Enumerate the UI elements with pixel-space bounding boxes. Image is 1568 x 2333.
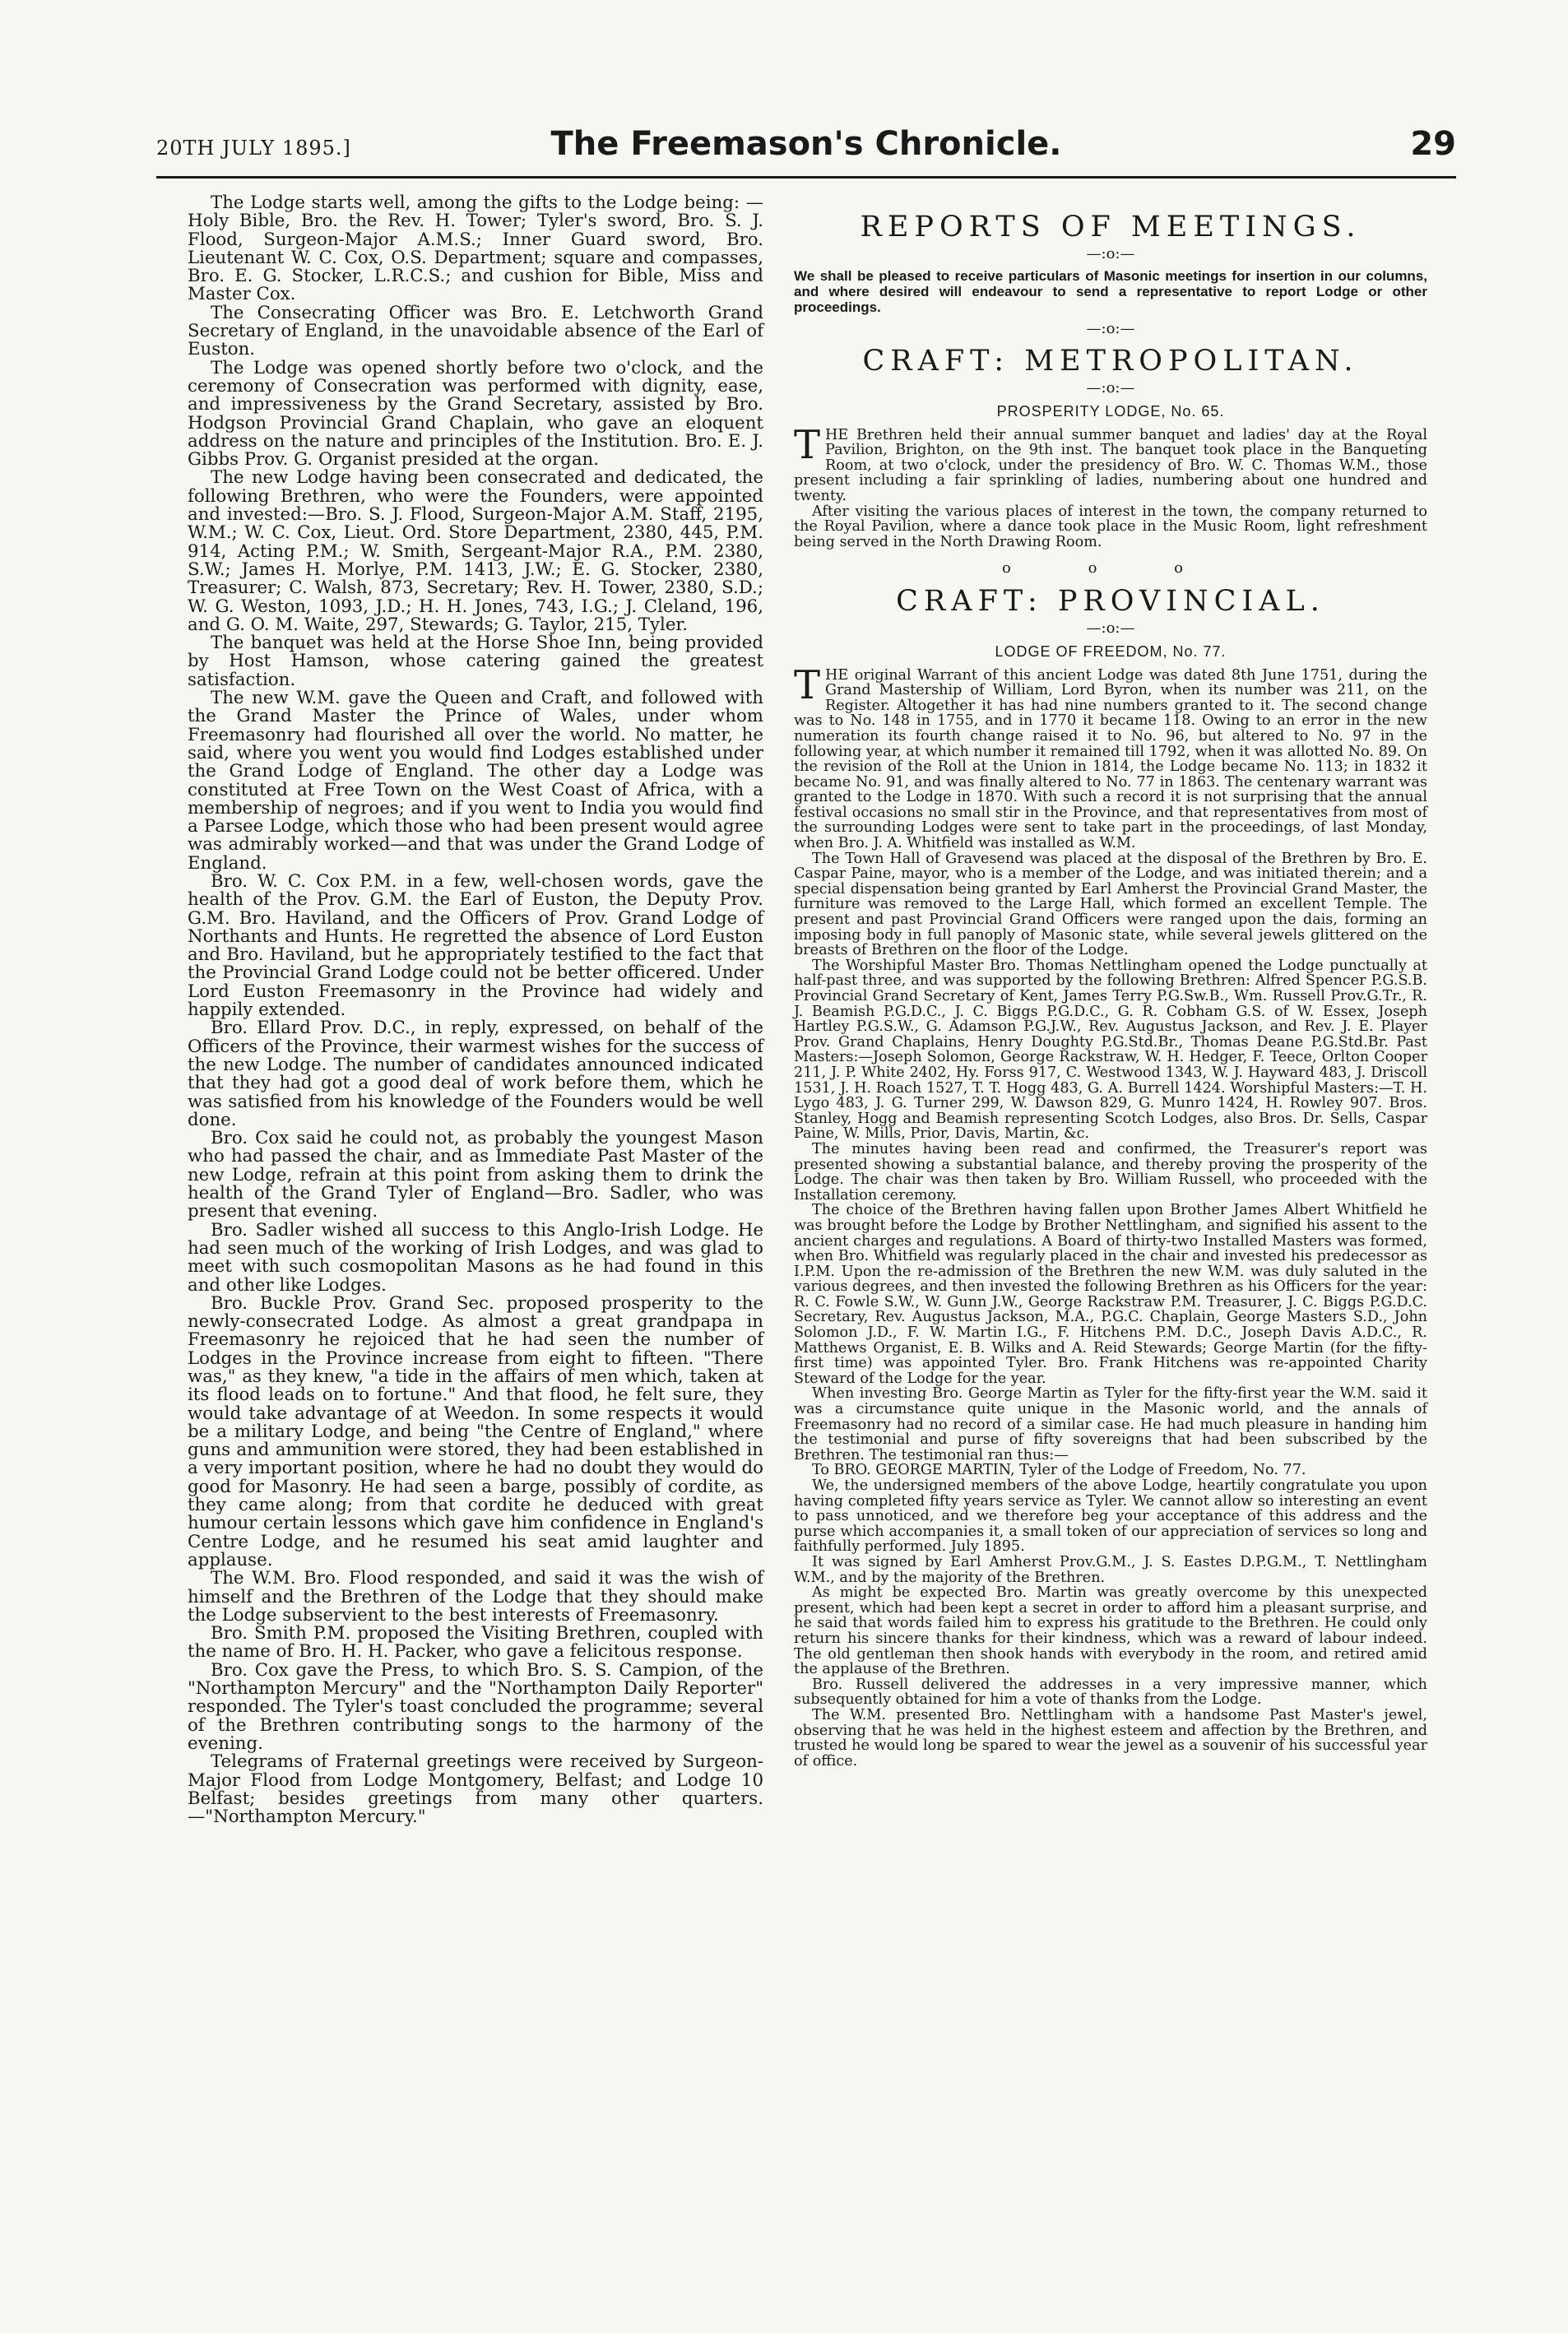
drop-cap: T	[794, 421, 821, 468]
left-paragraph: Bro. Sadler wished all success to this Anglo-Irish Lodge. He had seen much of the working of Irish Lodges, and was glad to meet with such cosmopolitan Masons as he had found in this and other like Lodges.	[188, 1219, 763, 1296]
left-paragraph: The new Lodge having been consecrated and dedicated, the following Brethren, who were the Founders, were appointed and invested:—Bro. S. J. Flood, Surgeon-Major A.M. Staff, 2195, W.M.; W. C. Cox, Lieut. Ord. Store Department, 2380, 445, P.M. 914, Acting P.M.; W. Smith, Sergeant-Major R.A., P.M. 2380, S.W.; James H. Morlye, P.M. 1413, J.W.; E. G. Stocker, 2380, Treasurer; C. Walsh, 873, Secretary; Rev. H. Tower, 2380, S.D.; W. G. Weston, 1093, J.D.; H. H. Jones, 743, I.G.; J. Cleland, 196, and G. O. M. Waite, 297, Stewards; G. Taylor, 215, Tyler.	[188, 467, 763, 635]
left-paragraph: The Lodge starts well, among the gifts to the Lodge being: —Holy Bible, Bro. the Rev. H. Tower; Tyler's sword, Bro. S. J. Flood, Surgeon-Major A.M.S.; Inner Guard sword, Bro. Lieutenant W. C. Cox, O.S. Department; square and compasses, Bro. E. G. Stocker, L.R.C.S.; and cushion for Bible, Miss and Master Cox.	[188, 192, 763, 305]
left-paragraph: Bro. Ellard Prov. D.C., in reply, expressed, on behalf of the Officers of the Province, their warmest wishes for the success of the new Lodge. The number of candidates announced indicated that they had got a good deal of work before them, which he was satisfied from his knowledge of the Founders would be well done.	[188, 1018, 763, 1130]
reports-heading: REPORTS OF MEETINGS.	[860, 211, 1362, 244]
left-paragraph: Bro. W. C. Cox P.M. in a few, well-chosen words, gave the health of the Prov. G.M. the Earl of Euston, the Deputy Prov. G.M. Bro. Haviland, and the Officers of Prov. Grand Lodge of Northants and Hunts. He regretted the absence of Lord Euston and Bro. Haviland, but he appropriately testified to the fact that the Provincial Grand Lodge could not be better officered. Under Lord Euston Freemasonry in the Province had widely and happily extended.	[188, 870, 763, 1021]
left-paragraph: The banquet was held at the Horse Shoe Inn, being provided by Host Hamson, whose catering gained the greatest satisfaction.	[188, 633, 763, 690]
freedom-paragraph: As might be expected Bro. Martin was greatly overcome by this unexpected present, which had been kept a secret in order to afford him a pleasant surprise, and he said that words failed him to express his gratitude to the Brethren. He could only return his sincere thanks for their kindness, which was a reward of labour indeed. The old gentleman then shook hands with everybody in the room, and retired amid the applause of the Brethren.	[794, 1584, 1427, 1678]
section-ornament: o o o	[1002, 559, 1219, 577]
right-column	[794, 206, 1427, 1769]
prosperity-paragraph: After visiting the various places of interest in the town, the company returned to the Royal Pavilion, where a dance took place in the Music Room, light refreshment being served in the North Drawing Room.	[794, 503, 1427, 550]
left-paragraph: Bro. Cox said he could not, as probably the youngest Mason who had passed the chair, and as Immediate Past Master of the new Lodge, refrain at this point from asking them to drink the health of the Grand Tyler of England—Bro. Sadler, who was present that evening.	[188, 1128, 763, 1222]
separator: —:o:—	[1086, 320, 1135, 337]
issue-date: 20TH JULY 1895.]	[156, 137, 351, 160]
left-column	[188, 194, 763, 1826]
page-number: 29	[1410, 125, 1456, 163]
editorial-notice: We shall be pleased to receive particulars of Masonic meetings for insertion in our columns, and where desired will endeavour to send a representative to report Lodge or other proceedings.	[794, 268, 1427, 315]
header-rule	[156, 176, 1456, 179]
freedom-paragraph: When investing Bro. George Martin as Tyler for the fifty-first year the W.M. said it was a circumstance quite unique in the Masonic world, and the annals of Freemasonry had no record of a similar case. He had much pleasure in handing him the testimonial and purse of fifty sovereigns that had been subscribed by the Brethren. The testimonial ran thus:—	[794, 1385, 1427, 1463]
masthead	[156, 115, 1456, 165]
freedom-paragraph: The minutes having been read and confirmed, the Treasurer's report was presented showing a substantial balance, and thereby proving the prosperity of the Lodge. The chair was then taken by Bro. William Russell, who proceeded with the Installation ceremony.	[794, 1140, 1427, 1204]
left-paragraph: Bro. Smith P.M. proposed the Visiting Brethren, coupled with the name of Bro. H. H. Packer, who gave a felicitous response.	[188, 1623, 763, 1663]
testimonial-text: We, the undersigned members of the above Lodge, heartily congratulate you upon having completed fifty years service as Tyler. We cannot allow so interesting an event to pass unnoticed, and we therefore beg your acceptance of this address and the purse which accompanies it, a small token of our appreciation of services so long and faithfully performed. July 1895.	[794, 1477, 1427, 1556]
freedom-paragraph: Bro. Russell delivered the addresses in a very impressive manner, which subsequently obtained for him a vote of thanks from the Lodge.	[794, 1676, 1427, 1709]
freedom-lodge-title: LODGE OF FREEDOM, No. 77.	[995, 642, 1227, 660]
left-paragraph: The Consecrating Officer was Bro. E. Letchworth Grand Secretary of England, in the unavoidable absence of the Earl of Euston.	[188, 302, 763, 360]
separator: —:o:—	[1086, 379, 1135, 397]
freedom-first-paragraph	[794, 661, 1427, 852]
freedom-paragraph: The Worshipful Master Bro. Thomas Nettlingham opened the Lodge punctually at half-past three, and was supported by the following Brethren: Alfred Spencer P.G.S.B. Provincial Grand Secretary of Kent, James Terry P.G.Sw.B., Wm. Russell Prov.G.Tr., R. J. Beamish P.G.D.C., J. C. Biggs P.G.D.C., G. R. Cobham G.S. of W. Essex, Joseph Hartley P.G.S.W., G. Adamson P.G.J.W., Rev. Augustus Jackson, and Rev. J. E. Player Prov. Grand Chaplains, Henry Doughty P.G.Std.Br., Thomas Deane P.G.Std.Br. Past Masters:—Joseph Solomon, George Rackstraw, W. H. Hedger, F. Teece, Orlton Cooper 211, J. P. White 2402, Hy. Forss 917, C. Westwood 1343, W. J. Hayward 483, J. Driscoll 1531, J. H. Roach 1527, T. T. Hogg 483, G. A. Burrell 1424. Worshipful Masters:—T. H. Lygo 483, J. G. Turner 299, W. Dawson 829, G. Munro 1424, H. Rowley 907. Bros. Stanley, Hogg and Beamish representing Scotch Lodges, also Bros. Dr. Sells, Caspar Paine, W. Mills, Prior, Davis, Martin, &c.	[794, 957, 1427, 1143]
paragraph-text: HE original Warrant of this ancient Lodge was dated 8th June 1751, during the Grand Mastership of William, Lord Byron, when its number was 211, on the Register. Altogether it has had nine numbers granted to it. The second change was to No. 148 in 1755, and in 1770 it became 118. Owing to an error in the new numeration its fourth change raised it to No. 96, but altered to No. 97 in the following year, at which number it remained till 1792, when it was allotted No. 89. On the revision of the Roll at the Union in 1814, the Lodge became No. 113; in 1832 it became No. 91, and was finally altered to No. 77 in 1863. The centenary warrant was granted to the Lodge in 1870. With such a record it is not surprising that the annual festival occasions no small stir in the Province, and that representatives from most of the surrounding Lodges were sent to take part in the proceedings, of last Monday, when Bro. J. A. Whitfield was installed as W.M.	[794, 666, 1427, 852]
separator: —:o:—	[1086, 619, 1135, 637]
provincial-heading: CRAFT: PROVINCIAL.	[896, 584, 1325, 618]
left-paragraph: Telegrams of Fraternal greetings were received by Surgeon-Major Flood from Lodge Montgomery, Belfast; and Lodge 10 Belfast; besides greetings from many other quarters.—"Northampton Mercury."	[188, 1751, 763, 1828]
left-paragraph: The Lodge was opened shortly before two o'clock, and the ceremony of Consecration was performed with dignity, ease, and impressiveness by the Grand Secretary, assisted by Bro. Hodgson Provincial Grand Chaplain, who gave an eloquent address on the nature and principles of the Institution. Bro. E. J. Gibbs Prov. G. Organist presided at the organ.	[188, 357, 763, 471]
left-paragraph: The W.M. Bro. Flood responded, and said it was the wish of himself and the Brethren of the Lodge that they should make the Lodge subservient to the best interests of Freemasonry.	[188, 1568, 763, 1626]
freedom-paragraph: It was signed by Earl Amherst Prov.G.M., J. S. Eastes D.P.G.M., T. Nettlingham W.M., and by the majority of the Brethren.	[794, 1553, 1427, 1586]
prosperity-first-paragraph	[794, 421, 1427, 504]
freedom-paragraph: The W.M. presented Bro. Nettlingham with a handsome Past Master's jewel, observing that he was held in the highest esteem and affection by the Brethren, and trusted he would long be spared to wear the jewel as a souvenir of his successful year of office.	[794, 1706, 1427, 1769]
drop-cap: T	[794, 661, 821, 708]
left-paragraph: Bro. Cox gave the Press, to which Bro. S. S. Campion, of the "Northampton Mercury" and the "Northampton Daily Reporter" responded. The Tyler's toast concluded the programme; several of the Brethren contributing songs to the harmony of the evening.	[188, 1659, 763, 1754]
left-paragraph: Bro. Buckle Prov. Grand Sec. proposed prosperity to the newly-consecrated Lodge. As almost a great grandpapa in Freemasonry he rejoiced that he had seen the number of Lodges in the Province increase from eight to fifteen. "There was," as they knew, "a tide in the affairs of men which, taken at its flood leads on to fortune." And that flood, he felt sure, they would take advantage of at Weedon. In some respects it would be a military Lodge, and being "the Centre of England," where guns and ammunition were stored, they had been established in a very important position, where he had no doubt they would do good for Masonry. He had seen a barge, possibly of cordite, as they came along; from that cordite he deduced with great humour certain lessons which gave him confidence in England's Centre Lodge, and he resumed his seat amid laughter and applause.	[188, 1292, 763, 1570]
paragraph-text: HE Brethren held their annual summer banquet and ladies' day at the Royal Pavilion, Brighton, on the 9th inst. The banquet took place in the Banqueting Room, at two o'clock, under the presidency of Bro. W. C. Thomas W.M., those present including a fair sprinkling of ladies, numbering about one hundred and twenty.	[794, 426, 1427, 504]
freedom-paragraph: The choice of the Brethren having fallen upon Brother James Albert Whitfield he was brought before the Lodge by Brother Nettlingham, and signified his assent to the ancient charges and regulations. A Board of thirty-two Installed Masters was formed, when Bro. Whitfield was regularly placed in the chair and invested his predecessor as I.P.M. Upon the re-admission of the Brethren the new W.M. was duly saluted in the various degrees, and then invested the following Brethren as his Officers for the year: R. C. Fowle S.W., W. Gunn J.W., George Rackstraw P.M. Treasurer, J. C. Biggs P.G.D.C. Secretary, Rev. Augustus Jackson, M.A., P.G.C. Chaplain, George Masters S.D., John Solomon J.D., F. W. Martin I.G., F. Hitchens P.M. D.C., Joseph Davis A.D.C., R. Matthews Organist, E. B. Wilks and A. Reid Stewards; George Martin (for the fifty-first time) was appointed Tyler. Bro. Frank Hitchens was re-appointed Charity Steward of the Lodge for the year.	[794, 1202, 1427, 1387]
left-paragraph: The new W.M. gave the Queen and Craft, and followed with the Grand Master the Prince of Wales, under whom Freemasonry had flourished all over the world. No matter, he said, where you went you would find Lodges established under the Grand Lodge of England. The other day a Lodge was constituted at Free Town on the West Coast of Africa, with a membership of negroes; and if you went to India you would find a Parsee Lodge, which those who had been present would agree was admirably worked—and that was under the Grand Lodge of England.	[188, 688, 763, 874]
separator: —:o:—	[1086, 245, 1135, 262]
freedom-paragraph: The Town Hall of Gravesend was placed at the disposal of the Brethren by Bro. E. Caspar Paine, mayor, who is a member of the Lodge, and was initiated therein; and a special dispensation being granted by Earl Amherst the Provincial Grand Master, the furniture was removed to the Large Hall, which formed an excellent Temple. The present and past Provincial Grand Officers were ranged upon the dais, forming an imposing body in full panoply of Masonic state, while several jewels glittered on the breasts of Brethren on the floor of the Lodge.	[794, 850, 1427, 959]
prosperity-lodge-title: PROSPERITY LODGE, No. 65.	[996, 403, 1225, 420]
metropolitan-heading: CRAFT: METROPOLITAN.	[862, 345, 1359, 378]
publication-title: The Freemason's Chronicle.	[550, 125, 1062, 163]
testimonial-address: To BRO. GEORGE MARTIN, Tyler of the Lodge of Freedom, No. 77.	[812, 1462, 1306, 1479]
